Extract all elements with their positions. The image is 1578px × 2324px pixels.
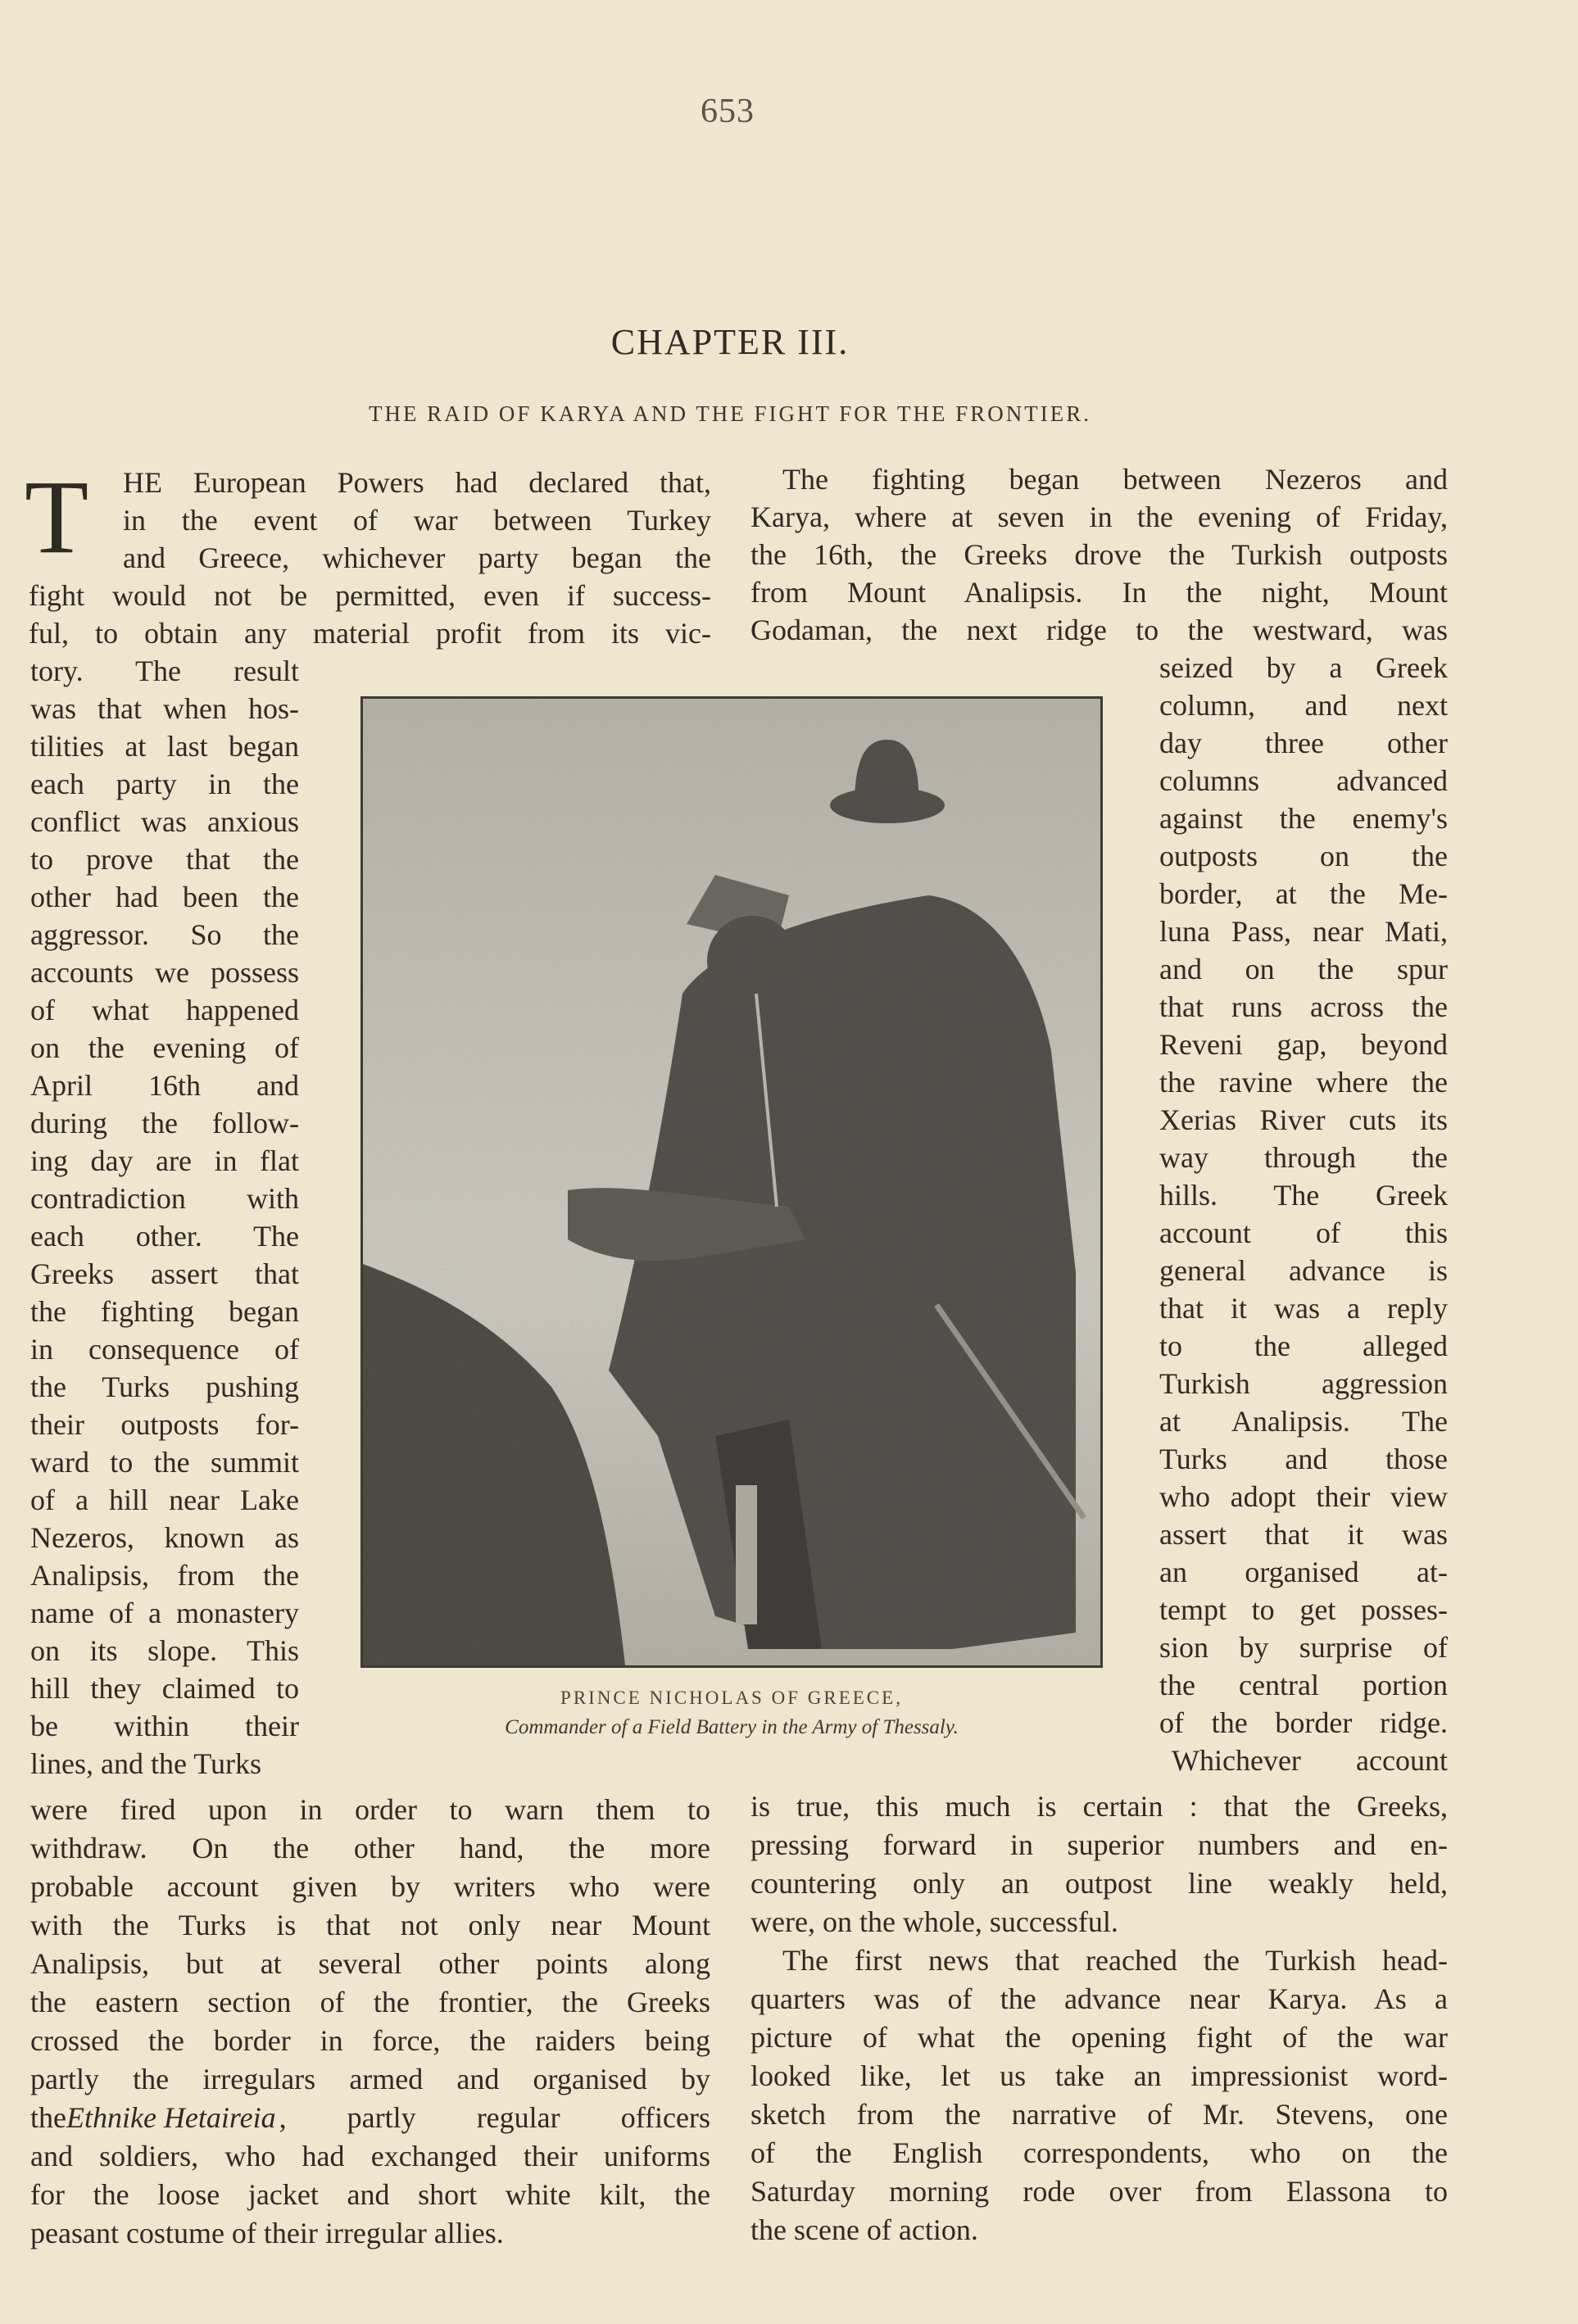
- left-narrow-line: on its slope. This: [30, 1634, 299, 1667]
- figure-caption-subtitle: Commander of a Field Battery in the Army of Thessaly.: [505, 1716, 959, 1738]
- right-narrow-line: outposts on the: [1159, 840, 1448, 872]
- figure-caption-title: PRINCE NICHOLAS OF GREECE,: [560, 1688, 903, 1708]
- left-narrow-line: lines, and the Turks: [30, 1747, 262, 1780]
- right-narrow-line: that it was a reply: [1159, 1292, 1448, 1325]
- right-top-line: Godaman, the next ridge to the westward, was: [750, 614, 1448, 646]
- left-narrow-line: during the follow-: [30, 1107, 299, 1139]
- left-narrow-line: each party in the: [30, 768, 299, 800]
- left-bottom-line: with the Turks is that not only near Mount: [30, 1909, 710, 1941]
- left-narrow-line: ward to the summit: [30, 1446, 299, 1479]
- left-narrow-line: in consequence of: [30, 1333, 299, 1366]
- right-narrow-line: sion by surprise of: [1159, 1631, 1448, 1664]
- left-top-line: fight would not be permitted, even if success-: [29, 579, 711, 612]
- left-narrow-line: Nezeros, known as: [30, 1521, 299, 1554]
- left-narrow-line: of what happened: [30, 994, 299, 1026]
- right-narrow-line: way through the: [1159, 1141, 1448, 1174]
- right-bottom-line: were, on the whole, successful.: [750, 1905, 1118, 1938]
- left-top-line: HE European Powers had declared that,: [123, 466, 711, 499]
- left-top-line: ful, to obtain any material profit from its vic-: [29, 617, 711, 650]
- left-narrow-line: tory. The result: [30, 655, 299, 687]
- left-bottom-line: the eastern section of the frontier, the Greeks: [30, 1986, 710, 2018]
- drop-cap: T: [25, 459, 89, 575]
- right-narrow-line: luna Pass, near Mati,: [1159, 915, 1448, 948]
- right-narrow-line: the ravine where the: [1159, 1066, 1448, 1099]
- left-narrow-line: the Turks pushing: [30, 1370, 299, 1403]
- right-narrow-line: day three other: [1159, 727, 1448, 759]
- right-bottom-line: of the English correspondents, who on the: [750, 2136, 1448, 2169]
- right-narrow-line: columns advanced: [1159, 764, 1448, 797]
- left-top-line: in the event of war between Turkey: [123, 504, 711, 537]
- left-bottom-line: and soldiers, who had exchanged their uniforms: [30, 2140, 710, 2172]
- right-narrow-line: at Analipsis. The: [1159, 1405, 1448, 1438]
- right-narrow-line: the central portion: [1159, 1669, 1448, 1701]
- right-narrow-line: Xerias River cuts its: [1159, 1103, 1448, 1136]
- right-narrow-line: Whichever account: [1172, 1744, 1448, 1777]
- line-text: , partly regular officers: [279, 2101, 710, 2134]
- left-bottom-line: [30, 2099, 710, 2136]
- right-narrow-line: Turks and those: [1159, 1443, 1448, 1475]
- right-narrow-line: column, and next: [1159, 689, 1448, 722]
- left-narrow-line: name of a monastery: [30, 1597, 299, 1629]
- left-narrow-line: the fighting began: [30, 1295, 299, 1328]
- left-narrow-line: was that when hos-: [30, 692, 299, 725]
- right-narrow-line: an organised at-: [1159, 1556, 1448, 1588]
- left-narrow-line: aggressor. So the: [30, 918, 299, 951]
- right-bottom-line: picture of what the opening fight of the war: [750, 2021, 1448, 2054]
- left-narrow-line: Analipsis, from the: [30, 1559, 299, 1592]
- right-narrow-line: Reveni gap, beyond: [1159, 1028, 1448, 1061]
- right-narrow-line: assert that it was: [1159, 1518, 1448, 1551]
- left-narrow-line: conflict was anxious: [30, 805, 299, 838]
- left-narrow-line: on the evening of: [30, 1031, 299, 1064]
- left-bottom-line: peasant costume of their irregular allies.: [30, 2217, 504, 2249]
- right-bottom-line: looked like, let us take an impressionist word-: [750, 2059, 1448, 2092]
- left-narrow-line: April 16th and: [30, 1069, 299, 1102]
- left-narrow-line: to prove that the: [30, 843, 299, 876]
- right-narrow-line: account of this: [1159, 1216, 1448, 1249]
- left-bottom-line: Analipsis, but at several other points along: [30, 1947, 710, 1980]
- right-top-line: The fighting began between Nezeros and: [782, 463, 1448, 496]
- left-narrow-line: hill they claimed to: [30, 1672, 299, 1705]
- right-top-line: from Mount Analipsis. In the night, Mount: [750, 576, 1448, 609]
- left-narrow-line: tilities at last began: [30, 730, 299, 763]
- right-narrow-line: seized by a Greek: [1159, 651, 1448, 684]
- chapter-title: CHAPTER III.: [610, 322, 850, 362]
- right-narrow-line: and on the spur: [1159, 953, 1448, 985]
- left-narrow-line: Greeks assert that: [30, 1257, 299, 1290]
- left-narrow-line: of a hill near Lake: [30, 1484, 299, 1516]
- right-narrow-line: general advance is: [1159, 1254, 1448, 1287]
- right-bottom-line: Saturday morning rode over from Elassona to: [750, 2175, 1448, 2208]
- left-top-line: and Greece, whichever party began the: [123, 541, 711, 574]
- right-narrow-line: border, at the Me-: [1159, 877, 1448, 910]
- left-narrow-line: ing day are in flat: [30, 1144, 299, 1177]
- right-bottom-line: The first news that reached the Turkish head-: [782, 1944, 1448, 1977]
- photograph-prince-nicholas: [360, 696, 1103, 1668]
- right-narrow-line: Turkish aggression: [1159, 1367, 1448, 1400]
- left-narrow-line: be within their: [30, 1710, 299, 1742]
- right-narrow-line: of the border ridge.: [1159, 1706, 1448, 1739]
- right-top-line: Karya, where at seven in the evening of Friday,: [750, 501, 1448, 533]
- left-bottom-line: withdraw. On the other hand, the more: [30, 1832, 710, 1864]
- left-narrow-line: accounts we possess: [30, 956, 299, 989]
- right-bottom-line: sketch from the narrative of Mr. Stevens, one: [750, 2098, 1448, 2131]
- line-text: the: [30, 2101, 66, 2134]
- society-name: Ethnike Hetaireia: [66, 2101, 276, 2134]
- left-bottom-line: for the loose jacket and short white kilt, the: [30, 2178, 710, 2211]
- chapter-subtitle: THE RAID OF KARYA AND THE FIGHT FOR THE FRONTIER.: [368, 401, 1092, 426]
- right-narrow-line: hills. The Greek: [1159, 1179, 1448, 1212]
- left-narrow-line: contradiction with: [30, 1182, 299, 1215]
- right-bottom-line: countering only an outpost line weakly held,: [750, 1867, 1448, 1900]
- right-top-line: the 16th, the Greeks drove the Turkish outposts: [750, 538, 1448, 571]
- left-bottom-line: crossed the border in force, the raiders being: [30, 2024, 710, 2057]
- right-narrow-line: to the alleged: [1159, 1330, 1448, 1362]
- left-narrow-line: their outposts for-: [30, 1408, 299, 1441]
- right-narrow-line: tempt to get posses-: [1159, 1593, 1448, 1626]
- right-narrow-line: who adopt their view: [1159, 1480, 1448, 1513]
- right-bottom-line: pressing forward in superior numbers and en-: [750, 1828, 1448, 1861]
- left-narrow-line: other had been the: [30, 881, 299, 913]
- left-narrow-line: each other. The: [30, 1220, 299, 1253]
- right-bottom-line: quarters was of the advance near Karya. As a: [750, 1982, 1448, 2015]
- left-bottom-line: partly the irregulars armed and organised by: [30, 2063, 710, 2095]
- left-bottom-line: were fired upon in order to warn them to: [30, 1793, 710, 1826]
- right-bottom-line: is true, this much is certain : that the Greeks,: [750, 1790, 1448, 1823]
- page-number: 653: [701, 93, 755, 130]
- right-narrow-line: against the enemy's: [1159, 802, 1448, 835]
- right-narrow-line: that runs across the: [1159, 990, 1448, 1023]
- right-bottom-line: the scene of action.: [750, 2213, 978, 2246]
- left-bottom-line: probable account given by writers who were: [30, 1870, 710, 1903]
